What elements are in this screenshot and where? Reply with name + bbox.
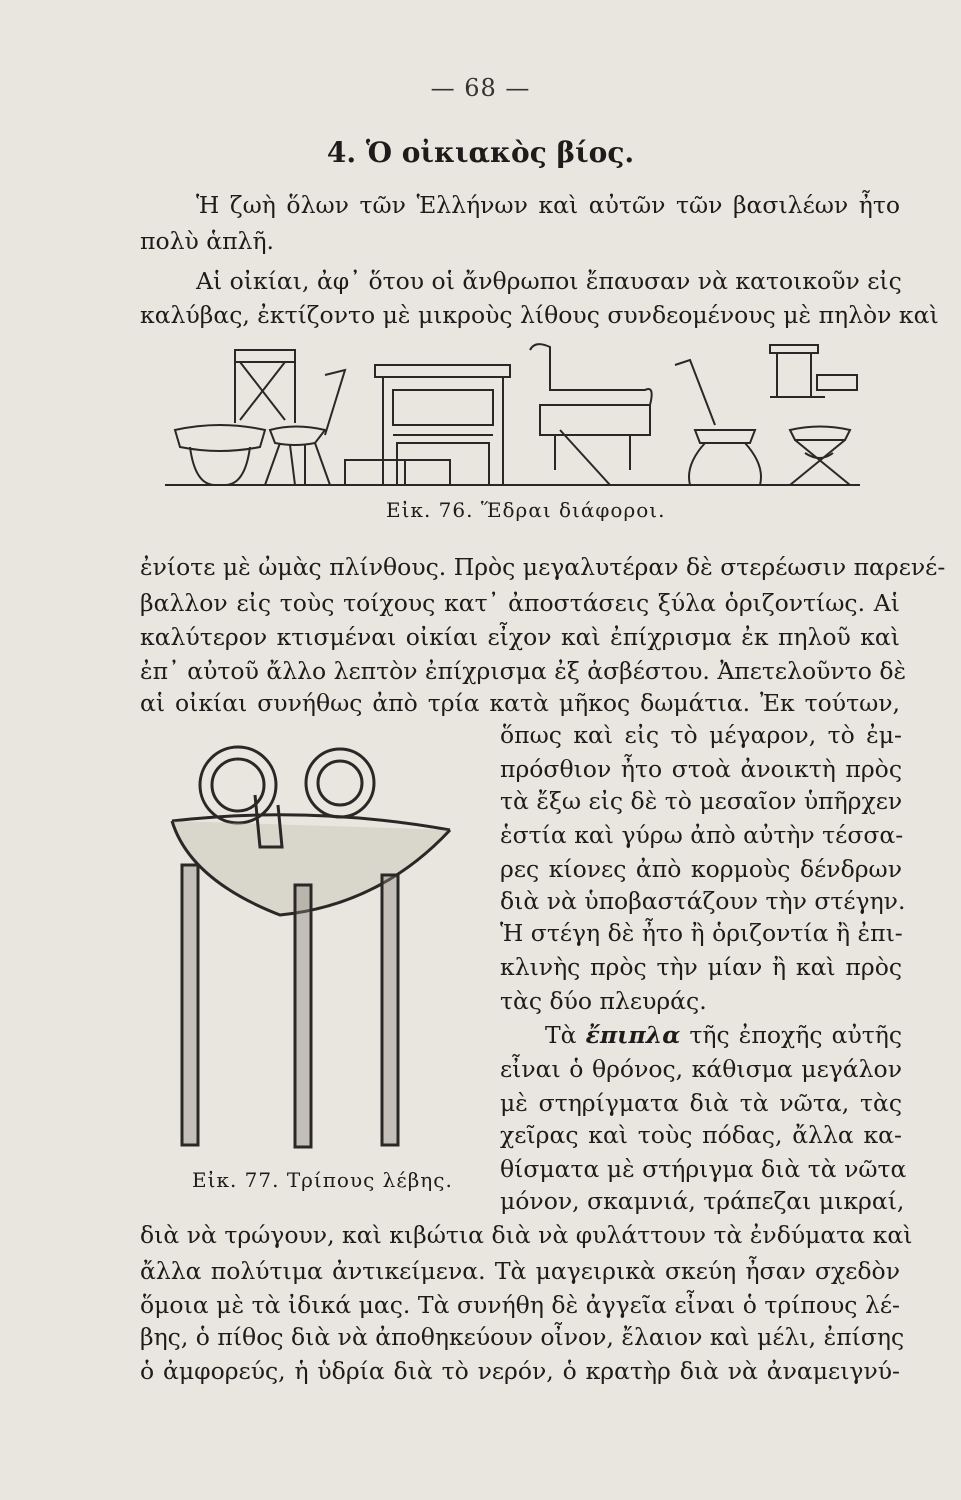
- paragraph-rest: τῆς ἐποχῆς αὐτῆς: [680, 1021, 902, 1049]
- section-heading: 4. Ὁ οἰκιακὸς βίος.: [326, 136, 635, 169]
- text-line: βης, ὁ πίθος διὰ νὰ ἀποθηκεύουν οἶνον, ἔλαιον καὶ μέλι, ἐπίσης: [140, 1323, 905, 1351]
- column-text-line: κλινὴς πρὸς τὴν μίαν ἢ καὶ πρὸς: [500, 953, 902, 981]
- text-line: καλύτερον κτισμέναι οἰκίαι εἶχον καὶ ἐπίχρισμα ἐκ πηλοῦ καὶ: [140, 623, 900, 651]
- text-line: αἱ οἰκίαι συνήθως ἀπὸ τρία κατὰ μῆκος δωμάτια. Ἐκ τούτων,: [140, 689, 900, 717]
- text-line: Αἱ οἰκίαι, ἀφ᾽ ὅτου οἱ ἄνθρωποι ἔπαυσαν νὰ κατοικοῦν εἰς: [196, 267, 902, 295]
- figure-76-caption: Εἰκ. 76. Ἕδραι διάφοροι.: [386, 498, 666, 522]
- column-text-line: μὲ στηρίγματα διὰ τὰ νῶτα, τὰς: [500, 1089, 902, 1117]
- column-text-line: θίσματα μὲ στήριγμα διὰ τὰ νῶτα: [500, 1155, 907, 1183]
- text-line: καλύβας, ἐκτίζοντο μὲ μικροὺς λίθους συνδεομένους μὲ πηλὸν καὶ: [140, 301, 939, 329]
- column-paragraph-start: [545, 1020, 902, 1050]
- column-text-line: ρες κίονες ἀπὸ κορμοὺς δένδρων: [500, 855, 902, 883]
- text-line: ἐπ᾽ αὐτοῦ ἄλλο λεπτὸν ἐπίχρισμα ἐξ ἀσβέστου. Ἀπετελοῦντο δὲ: [140, 657, 907, 685]
- page-number: — 68 —: [430, 74, 531, 102]
- text-line: διὰ νὰ τρώγουν, καὶ κιβώτια διὰ νὰ φυλάττουν τὰ ἐνδύματα καὶ: [140, 1221, 913, 1249]
- column-text-line: τὰς δύο πλευράς.: [500, 987, 707, 1015]
- paragraph-lead: Τὰ: [545, 1021, 586, 1049]
- text-line: ὁ ἀμφορεύς, ἡ ὑδρία διὰ τὸ νερόν, ὁ κρατὴρ διὰ νὰ ἀναμειγνύ-: [140, 1357, 900, 1385]
- column-text-line: πρόσθιον ἦτο στοὰ ἀνοικτὴ πρὸς: [500, 755, 902, 783]
- text-line: ἐνίοτε μὲ ὠμὰς πλίνθους. Πρὸς μεγαλυτέραν δὲ στερέωσιν παρενέ-: [140, 553, 946, 581]
- column-text-line: Ἡ στέγη δὲ ἦτο ἢ ὁριζοντία ἢ ἐπι-: [500, 919, 903, 947]
- column-text-line: μόνον, σκαμνιά, τράπεζαι μικραί,: [500, 1187, 905, 1215]
- column-text-line: ἑστία καὶ γύρω ἀπὸ αὐτὴν τέσσα-: [500, 821, 904, 849]
- figure-77-tripod-cauldron-illustration: [160, 735, 470, 1155]
- column-text-line: διὰ νὰ ὑποβαστάζουν τὴν στέγην.: [500, 887, 906, 915]
- text-line: πολὺ ἁπλῆ.: [140, 227, 275, 255]
- text-line: βαλλον εἰς τοὺς τοίχους κατ᾽ ἀποστάσεις ξύλα ὁριζοντίως. Αἱ: [140, 589, 900, 617]
- emphasized-word: ἔπιπλα: [585, 1021, 681, 1049]
- text-line: Ἡ ζωὴ ὅλων τῶν Ἑλλήνων καὶ αὐτῶν τῶν βασιλέων ἦτο: [196, 191, 900, 219]
- column-text-line: εἶναι ὁ θρόνος, κάθισμα μεγάλον: [500, 1055, 902, 1083]
- text-line: ἄλλα πολύτιμα ἀντικείμενα. Τὰ μαγειρικὰ σκεύη ἦσαν σχεδὸν: [140, 1257, 900, 1285]
- column-text-line: τὰ ἔξω εἰς δὲ τὸ μεσαῖον ὑπῆρχεν: [500, 787, 903, 815]
- column-text-line: ὅπως καὶ εἰς τὸ μέγαρον, τὸ ἐμ-: [500, 721, 902, 749]
- text-line: ὅμοια μὲ τὰ ἰδικά μας. Τὰ συνήθη δὲ ἀγγεῖα εἶναι ὁ τρίπους λέ-: [140, 1291, 900, 1319]
- figure-77-caption: Εἰκ. 77. Τρίπους λέβης.: [192, 1168, 453, 1192]
- figure-76-seats-illustration: [165, 335, 865, 495]
- column-text-line: χεῖρας καὶ τοὺς πόδας, ἄλλα κα-: [500, 1121, 902, 1149]
